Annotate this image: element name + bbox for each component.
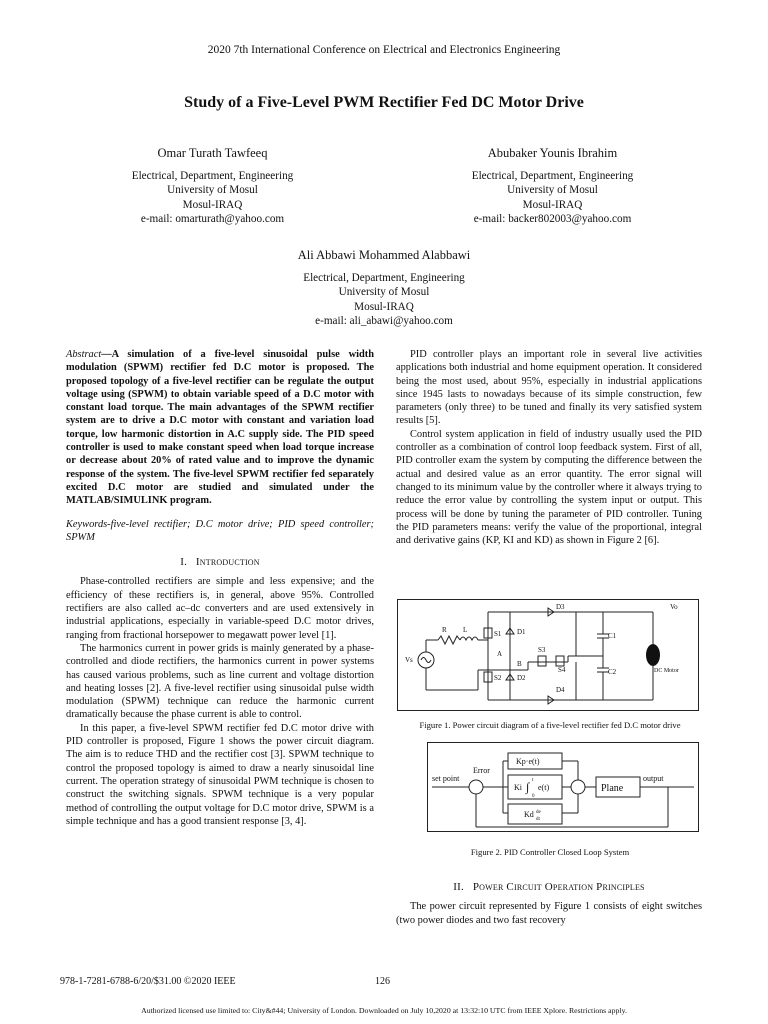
author-name: Ali Abbawi Mohammed Alabbawi — [297, 248, 471, 262]
label-dt: dt — [536, 817, 540, 822]
label-A: A — [497, 650, 503, 658]
label-D4: D4 — [556, 686, 565, 694]
abstract-text: —A simulation of a five-level sinusoidal pulse width modulation (SPWM) rectifier fed D.C motor is proposed. The proposed topology of a five-level rectifier can be regulate the output voltage using (SPWM) to obtain variable speed of a D.C motor with constant load torque. The main advantages of the SPWM rectifier system are to drive a D.C motor with constant and variation load torque, low harmonic distortion in A.C supply side. The PID speed controller is used to make constant speed when load torque increase or decrease about 20% of rated value and to improve the dynamic response of the system. The five-level SPWM rectifier fed separately excited D.C motor are studied and simulated under the MATLAB/SIMULINK program. — [66, 349, 374, 507]
label-D3: D3 — [556, 603, 565, 611]
author-email[interactable]: e-mail: backer802003@yahoo.com — [473, 213, 632, 225]
intro-paragraph-2: The harmonics current in power grids is mainly generated by a phase-controlled and diode rectifiers, the harmonics current in power systems has caused various problems, such as line current and voltage distortion and heating losses [2]. A five-level rectifier using sinusoidal pulse width modulation (SPWM) technique can reduce the harmonic current dramatically because the phase current is able to control. — [66, 642, 374, 721]
switch-s3-icon — [538, 656, 546, 666]
page-number: 126 — [375, 976, 390, 987]
paper-title: Study of a Five-Level PWM Rectifier Fed DC Motor Drive — [184, 94, 584, 111]
author-block-3 — [234, 248, 534, 329]
author-name: Abubaker Younis Ibrahim — [487, 146, 618, 160]
author-city: Mosul-IRAQ — [182, 198, 243, 211]
right-column — [396, 348, 702, 547]
figure-1-caption: Figure 1. Power circuit diagram of a five-level rectifier fed D.C motor drive — [419, 720, 681, 730]
label-ki: Ki — [514, 783, 522, 792]
kd-block — [508, 804, 562, 824]
keywords: Keywords-five-level rectifier; D.C motor drive; PID speed controller; SPWM — [66, 518, 374, 543]
label-kd: Kd — [524, 810, 534, 819]
left-column — [66, 348, 374, 828]
label-set-point: set point — [432, 774, 460, 783]
author-university: University of Mosul — [338, 286, 430, 298]
label-plant: Plane — [601, 783, 624, 794]
label-output: output — [643, 774, 664, 783]
label-L: L — [463, 626, 468, 634]
author-university: University of Mosul — [507, 184, 598, 196]
pid-block-diagram — [428, 743, 698, 831]
label-C1: C1 — [608, 632, 617, 640]
section-heading-introduction — [66, 556, 374, 569]
author-city: Mosul-IRAQ — [354, 300, 414, 313]
label-integral: ∫ — [526, 780, 530, 794]
switch-s4-icon — [556, 656, 564, 666]
label-error: Error — [473, 766, 490, 775]
resistor-icon — [438, 636, 460, 644]
label-Vs: Vs — [405, 656, 413, 664]
inductor-icon — [460, 637, 478, 640]
label-kp: Kp·e(t) — [516, 757, 540, 766]
license-notice: Authorized licensed use limited to: City&#44; University of London. Downloaded on July 10,2020 at 13:32:10 UTC from IEEE Xplore. Restrictions apply. — [141, 1006, 627, 1015]
pid-paragraph-2: Control system application in field of industry usually used the PID controller as a combination of control loop feedback system. First of all, PID controller exam the system by computing the difference between the actual and desired value as an error quantity. The error signal will changed to its minimum value by the controller where it always trying to reduce the error value by controlling the system input or output. This process will be done by tuning the parameter of PID controller. Tuning the PID parameters means: verify the value of the proportional, integral and derivative gains (KP, KI and KD) as shown in Figure 2 [6]. — [396, 428, 702, 547]
label-S1: S1 — [494, 630, 502, 638]
section-number: II. — [453, 881, 464, 893]
figure-2-caption: Figure 2. PID Controller Closed Loop System — [470, 847, 630, 857]
author-block-1 — [100, 146, 325, 227]
figure-1-circuit — [397, 599, 699, 711]
abstract-label: Abstract — [66, 349, 102, 360]
label-S3: S3 — [538, 646, 546, 654]
author-block-2 — [440, 146, 665, 227]
label-dc-motor: DC Motor — [654, 668, 679, 674]
intro-paragraph-3: In this paper, a five-level SPWM rectifier fed D.C motor drive with PID controller is proposed, Figure 1 shows the power circuit diagram. The aim is to reduce THD and the rectifier cost [3]. SPWM technique to control the proposed topology is aimed to draw a nearly sinusoidal line current. The operation strategy of sinusoidal PWM technique is chosen to construct the switching signals. SPWM technique is a very popular method of controlling the output voltage for D.C motor drive, SPWM is a simple technique and has a good transient response [3, 4]. — [66, 722, 374, 827]
footer-isbn: 978-1-7281-6788-6/20/$31.00 ©2020 IEEE — [60, 976, 236, 987]
author-dept: Electrical, Department, Engineering — [471, 169, 634, 182]
conference-header: 2020 7th International Conference on Electrical and Electronics Engineering — [207, 44, 561, 56]
label-integral-upper: t — [532, 778, 534, 783]
label-et: e(t) — [538, 783, 550, 792]
label-C2: C2 — [608, 668, 617, 676]
label-B: B — [517, 660, 522, 668]
pid-paragraph-1: PID controller plays an important role in several live activities applications both industrial and home equipment operation. It considered being the most used, about 95%, especially in industrial applications since 1945 lasts to nowadays because of its simple construction, few parameters (only three) to be tuned and finally its very satisfied system results [5]. — [396, 349, 702, 427]
abstract — [66, 348, 374, 508]
circuit-diagram — [398, 600, 698, 710]
section-title: Power Circuit Operation Principles — [472, 881, 645, 893]
section-heading-power-circuit — [396, 881, 702, 894]
label-integral-lower: 0 — [532, 794, 535, 799]
author-city: Mosul-IRAQ — [522, 198, 583, 211]
author-university: University of Mosul — [167, 184, 258, 196]
section-2-block — [396, 873, 702, 927]
label-Vo: Vo — [670, 603, 678, 611]
dc-motor-icon — [646, 644, 660, 666]
summing-junction-2-icon — [571, 780, 585, 794]
label-D1: D1 — [517, 628, 526, 636]
section-title: Introduction — [195, 556, 260, 569]
label-D2: D2 — [517, 674, 526, 682]
author-name: Omar Turath Tawfeeq — [157, 146, 268, 160]
author-dept: Electrical, Department, Engineering — [131, 169, 294, 182]
label-de: de — [536, 810, 541, 815]
intro-paragraph-1: Phase-controlled rectifiers are simple and less expensive; and the efficiency of these rectifiers is, in general, above 95%. Controlled rectifiers are also called ac–dc converters and are used extensively in industrial applications, especially in variable-speed D.C motor drives, ranging from fractional horsepower to megawatt power level [1]. — [66, 576, 374, 641]
author-email[interactable]: e-mail: omarturath@yahoo.com — [140, 213, 285, 225]
author-dept: Electrical, Department, Engineering — [303, 271, 465, 284]
label-R: R — [442, 626, 447, 634]
section-number: I. — [180, 556, 188, 569]
figure-2-pid — [427, 742, 699, 832]
author-email[interactable]: e-mail: ali_abawi@yahoo.com — [315, 315, 453, 327]
summing-junction-1-icon — [469, 780, 483, 794]
label-S4: S4 — [558, 666, 566, 674]
section-2-paragraph: The power circuit represented by Figure 1 consists of eight switches (two power diodes and two fast recovery — [396, 901, 702, 926]
label-S2: S2 — [494, 674, 502, 682]
